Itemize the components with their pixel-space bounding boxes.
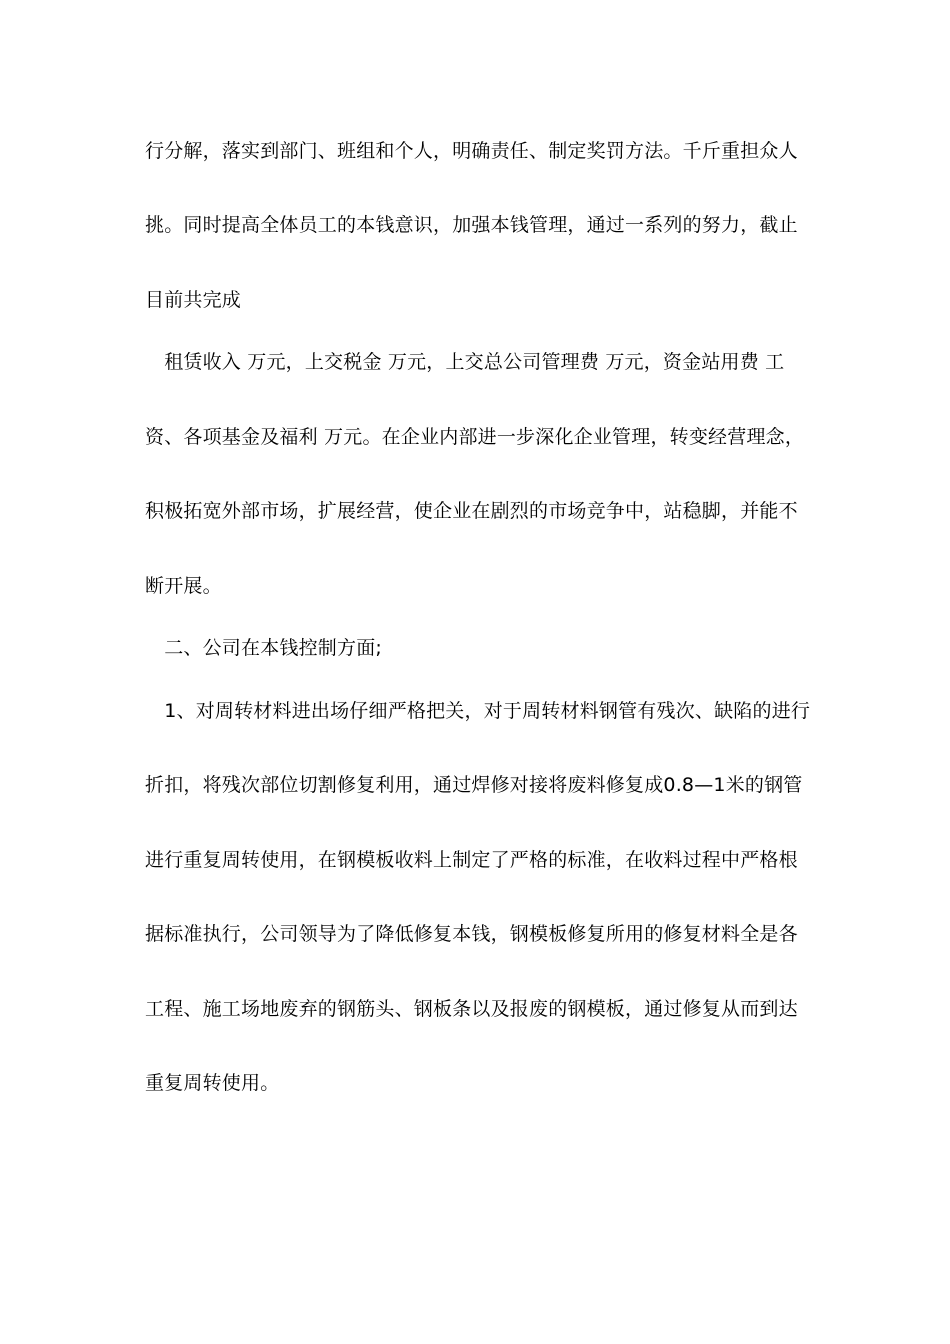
paragraph-line: 目前共完成 [145, 289, 242, 311]
paragraph-line: 积极拓宽外部市场，扩展经营，使企业在剧烈的市场竞争中，站稳脚，并能不 [145, 500, 798, 522]
paragraph-line: 行分解，落实到部门、班组和个人，明确责任、制定奖罚方法。千斤重担众人 [145, 140, 798, 162]
paragraph-line: 挑。同时提高全体员工的本钱意识，加强本钱管理，通过一系列的努力，截止 [145, 214, 798, 236]
paragraph-line: 折扣，将残次部位切割修复利用，通过焊修对接将废料修复成0.8—1米的钢管 [145, 774, 803, 796]
list-item-1-line: 1、对周转材料进出场仔细严格把关，对于周转材料钢管有残次、缺陷的进行 [145, 700, 811, 722]
paragraph-line: 重复周转使用。 [145, 1072, 280, 1094]
paragraph-line: 租赁收入 万元，上交税金 万元，上交总公司管理费 万元，资金站用费 工 [145, 351, 785, 373]
paragraph-line: 进行重复周转使用，在钢模板收料上制定了严格的标准，在收料过程中严格根 [145, 849, 798, 871]
paragraph-line: 断开展。 [145, 575, 222, 597]
paragraph-line: 资、各项基金及福利 万元。在企业内部进一步深化企业管理，转变经营理念， [145, 426, 805, 448]
paragraph-line: 工程、施工场地废弃的钢筋头、钢板条以及报废的钢模板，通过修复从而到达 [145, 998, 798, 1020]
paragraph-line: 据标准执行，公司领导为了降低修复本钱，钢模板修复所用的修复材料全是各 [145, 923, 798, 945]
section-heading: 二、公司在本钱控制方面; [145, 637, 383, 659]
